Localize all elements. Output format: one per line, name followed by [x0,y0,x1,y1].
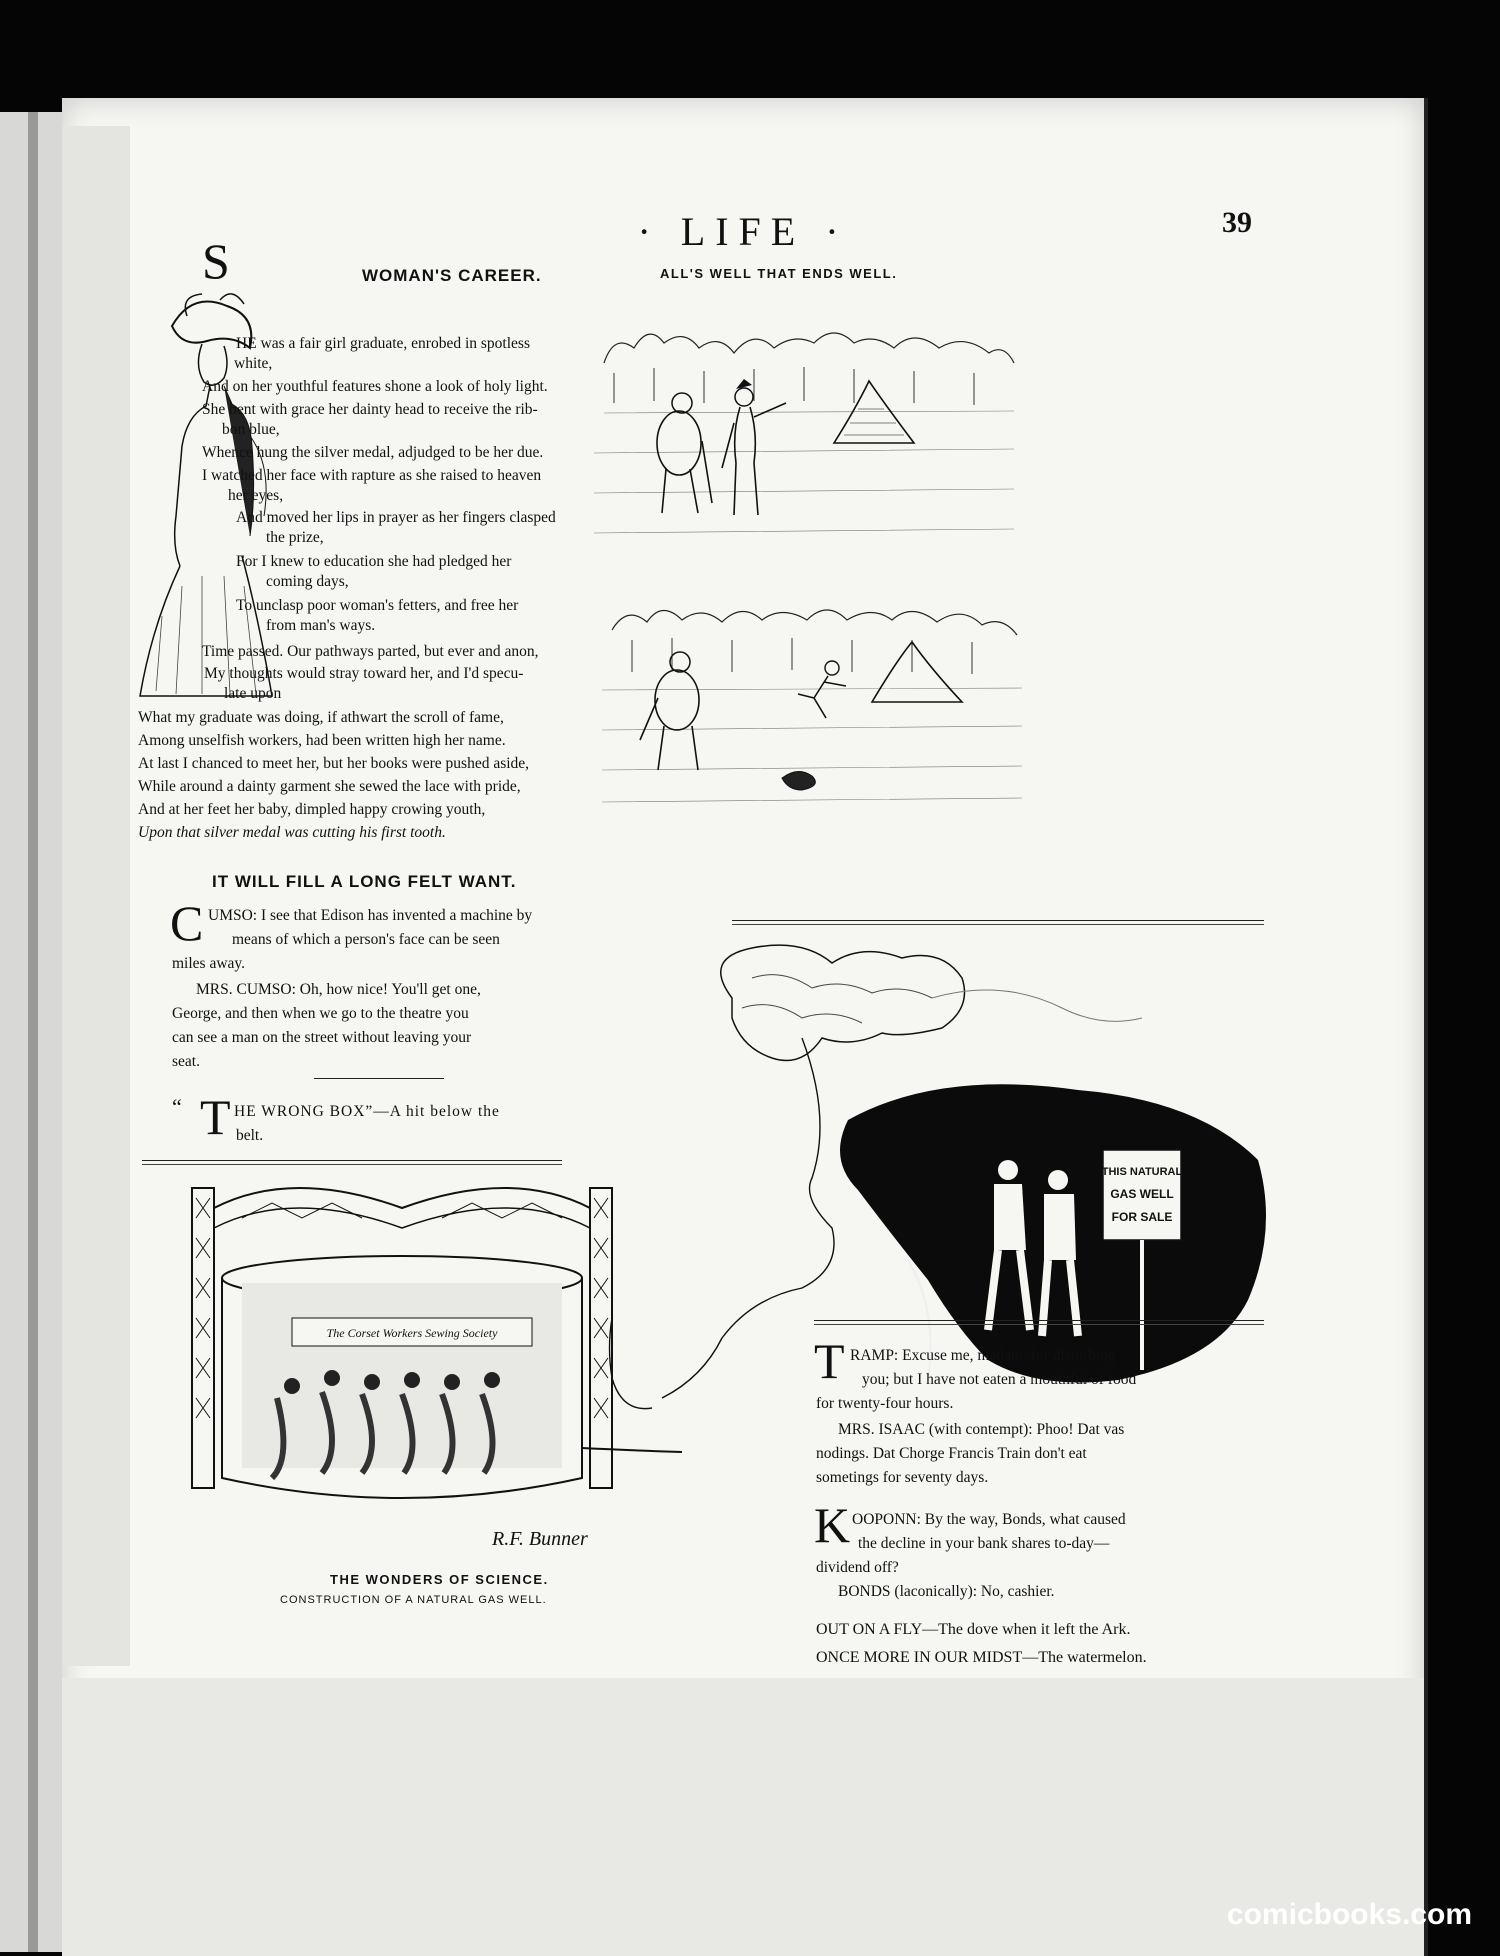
cartoon2-subtitle: CONSTRUCTION OF A NATURAL GAS WELL. [280,1594,547,1606]
tramp-line: for twenty-four hours. [816,1395,954,1412]
poem-line: To unclasp poor woman's fetters, and free her [236,597,519,614]
want-line: seat. [172,1053,200,1070]
want-line: miles away. [172,955,246,972]
koopon-drop-cap: K [814,1497,851,1553]
poem-line: Upon that silver medal was cutting his first tooth. [138,824,446,841]
want-line: MRS. CUMSO: Oh, how nice! You'll get one, [196,981,481,998]
poem-line: HE was a fair girl graduate, enrobed in spotless [236,335,530,352]
poem-line: coming days, [266,573,349,590]
poem-line: her eyes, [228,487,284,504]
poem-title: WOMAN'S CAREER. [362,266,542,285]
koopon-line: dividend off? [816,1559,899,1576]
want-title: IT WILL FILL A LONG FELT WANT. [212,872,517,891]
divider [732,920,1264,925]
page-number: 39 [1222,206,1252,239]
cartoon1-panel2 [602,590,1022,810]
sign-text: FOR SALE [1111,1210,1173,1224]
want-line: can see a man on the street without leaving your [172,1029,472,1046]
sewing-society-tank [182,1168,622,1568]
want-line: UMSO: I see that Edison has invented a machine by [208,907,533,924]
poem-line: white, [234,355,273,372]
poem-line: bon blue, [222,421,280,438]
want-drop-cap: C [170,895,204,951]
cartoon1-title: ALL'S WELL THAT ENDS WELL. [660,266,898,281]
koopon-line: the decline in your bank shares to-day— [858,1535,1110,1552]
poem-line: from man's ways. [266,617,376,634]
poem-line: While around a dainty garment she sewed the lace with pride, [138,778,521,795]
book-binding [0,112,65,1952]
want-line: George, and then when we go to the theatre you [172,1005,469,1022]
poem-line: Time passed. Our pathways parted, but ever and anon, [202,643,539,660]
joke-line: OUT ON A FLY—The dove when it left the Ark. [816,1621,1131,1638]
want-line: means of which a person's face can be seen [232,931,500,948]
tramp-line: nodings. Dat Chorge Francis Train don't eat [816,1445,1087,1462]
poem-line: At last I chanced to meet her, but her books were pushed aside, [138,755,530,772]
sign-text: GAS WELL [1110,1187,1174,1201]
poem-line: Whence hung the silver medal, adjudged to be her due. [202,444,544,461]
poem-line: And on her youthful features shone a look of holy light. [202,378,548,395]
poem-line: What my graduate was doing, if athwart the scroll of fame, [138,709,504,726]
poem-line: I watched her face with rapture as she raised to heaven [202,467,542,484]
poem-line: the prize, [266,529,324,546]
site-watermark: comicbooks.com [1226,1898,1472,1931]
wrong-box-quote: “ [172,1094,182,1119]
cartoon1-panel1 [594,293,1024,553]
artist-signature: R.F. Bunner [492,1528,588,1550]
poem-line: She bent with grace her dainty head to receive the rib- [202,401,538,418]
tramp-line: you; but I have not eaten a mouthful of food [862,1371,1137,1388]
tramp-line: MRS. ISAAC (with contempt): Phoo! Dat vas [838,1421,1125,1438]
poem-drop-cap: S [202,233,230,289]
tramp-line: RAMP: Excuse me, madam, for disturbing [850,1347,1116,1364]
banner-text: The Corset Workers Sewing Society [326,1326,498,1340]
cartoon2-title: THE WONDERS OF SCIENCE. [330,1572,549,1587]
tramp-drop-cap: T [814,1333,845,1389]
poem-line: For I knew to education she had pledged her [236,553,512,570]
tramp-line: sometings for seventy days. [816,1469,989,1486]
divider [814,1320,1264,1325]
poem-line: My thoughts would stray toward her, and I'd specu- [204,665,524,682]
poem-line: late upon [224,685,282,702]
poem-line: Among unselfish workers, had been written high her name. [138,732,506,749]
poem-line: And at her feet her baby, dimpled happy crowing youth, [138,801,486,818]
magazine-page [62,98,1428,1956]
sign-text: THIS NATURAL [1101,1166,1183,1178]
wrong-box-line: belt. [236,1127,264,1144]
divider [314,1078,444,1079]
joke-line: ONCE MORE IN OUR MIDST—The watermelon. [816,1649,1147,1666]
koopon-line: OOPONN: By the way, Bonds, what caused [852,1511,1126,1528]
wrong-box-line: HE WRONG BOX”—A hit below the [234,1103,500,1120]
divider [142,1160,562,1165]
poem-line: And moved her lips in prayer as her fingers clasped [236,509,556,526]
koopon-line: BONDS (laconically): No, cashier. [838,1583,1055,1600]
wrong-box-drop-cap: T [200,1089,231,1145]
masthead: · LIFE · [637,209,849,254]
